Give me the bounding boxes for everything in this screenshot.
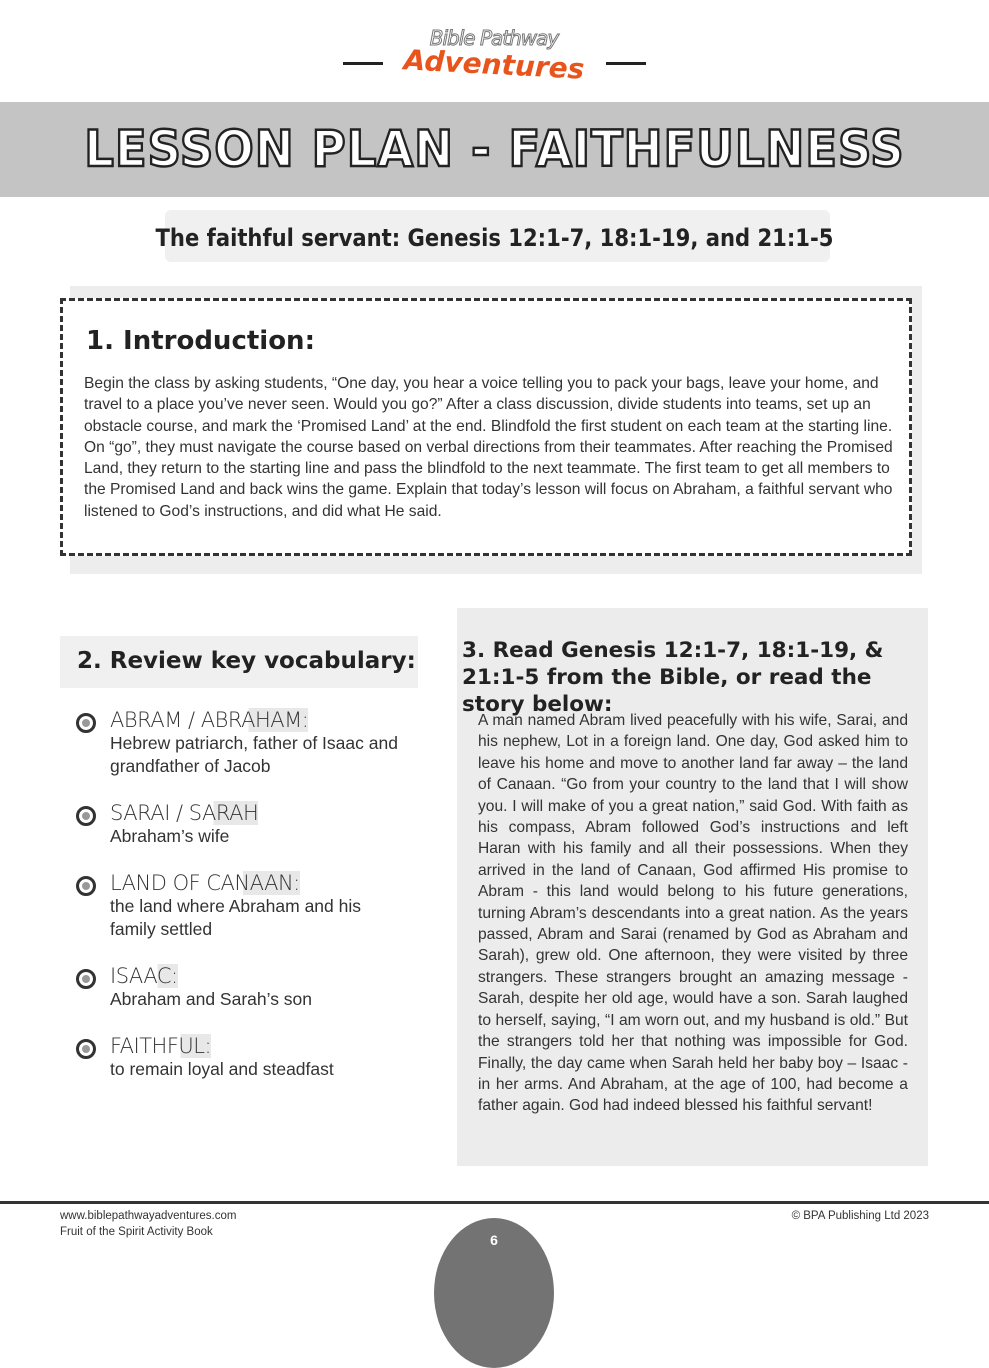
vocab-item bbox=[76, 801, 416, 848]
bullet-icon bbox=[76, 969, 96, 989]
vocab-definition: Abraham’s wife bbox=[110, 826, 230, 846]
vocab-term: FAITHFUL: bbox=[110, 1034, 212, 1058]
page-title: LESSON PLAN - FAITHFULNESS bbox=[84, 120, 905, 178]
vocab-term: ISAAC: bbox=[110, 964, 178, 988]
vocab-item bbox=[76, 964, 416, 1011]
logo-line1: Bible Pathway bbox=[429, 26, 559, 50]
footer-website[interactable]: www.biblepathwayadventures.com bbox=[60, 1210, 237, 1222]
logo-line2: Adventures bbox=[402, 43, 586, 86]
story-text: A man named Abram lived peacefully with his wife, Sarai, and his nephew, Lot in a foreign land. One day, God asked him to leave his home and move to another land far away – the land of Canaan. “Go from your country to the land that I will show you. I will make of you a great nation,” said God. With faith as his compass, Abram followed God’s instructions and left Haran with his family and all their possessions. When they arrived in the land of Canaan, God affirmed His promise to Abram - this land would belong to his future generations, turning Abram’s descendants into a great nation. As the years passed, Abram and Sarai (renamed by God as Abraham and Sarah), grew old. One afternoon, they were visited by three strangers. These strangers brought an amazing message - Sarah, despite her old age, would have a son. Sarah laughed to herself, saying, “I am worn out, and my husband is old.” But the strangers told her that nothing was impossible for God. Finally, the day came when Sarah held her baby boy – Isaac - in her arms. And Abraham, at the age of 100, had become a father again. God had indeed blessed his faithful servant! bbox=[478, 712, 908, 1115]
subtitle: The faithful servant: Genesis 12:1-7, 18:1-19, and 21:1-5 bbox=[155, 224, 834, 252]
page-number: 6 bbox=[434, 1218, 554, 1368]
bullet-icon bbox=[76, 713, 96, 733]
logo bbox=[394, 26, 594, 86]
vocab-term: SARAI / SARAH bbox=[110, 801, 259, 825]
vocab-definition: Hebrew patriarch, father of Isaac and grandfather of Jacob bbox=[110, 733, 398, 776]
vocab-term: ABRAM / ABRAHAM: bbox=[110, 708, 309, 732]
vocab-heading: 2. Review key vocabulary: bbox=[77, 648, 416, 674]
footer-left bbox=[60, 1208, 236, 1240]
vocab-definition: to remain loyal and steadfast bbox=[110, 1059, 334, 1079]
vocab-item bbox=[76, 708, 416, 778]
logo-divider-right bbox=[606, 62, 646, 65]
intro-heading: 1. Introduction: bbox=[86, 326, 315, 356]
vocab-definition: the land where Abraham and his family settled bbox=[110, 896, 361, 939]
intro-text: Begin the class by asking students, “One day, you hear a voice telling you to pack your bags, leave your home, and travel to a place you’ve never seen. Would you go?” After a class discussion, divide students into teams, set up an obstacle course, and mark the ‘Promised Land’ at the end. Blindfold the first student on each team at the starting line. On “go”, they must navigate the course based on verbal directions from their teammates. After reaching the Promised Land, they return to the starting line and pass the blindfold to the next teammate. The first team to get all members to the Promised Land and back wins the game. Explain that today’s lesson will focus on Abraham, a faithful servant who listened to God’s instructions, and did what He said. bbox=[84, 375, 893, 520]
footer-copyright: © BPA Publishing Ltd 2023 bbox=[791, 1210, 929, 1222]
bullet-icon bbox=[76, 806, 96, 826]
bullet-icon bbox=[76, 1039, 96, 1059]
footer-divider bbox=[0, 1201, 989, 1204]
bullet-icon bbox=[76, 876, 96, 896]
vocab-item bbox=[76, 1034, 416, 1081]
vocab-definition: Abraham and Sarah’s son bbox=[110, 989, 313, 1009]
vocab-term: LAND OF CANAAN: bbox=[110, 871, 300, 895]
footer-book-title: Fruit of the Spirit Activity Book bbox=[60, 1226, 213, 1238]
vocab-item bbox=[76, 871, 416, 941]
logo-divider-left bbox=[343, 62, 383, 65]
story-heading: 3. Read Genesis 12:1-7, 18:1-19, & 21:1-5 from the Bible, or read the story below: bbox=[462, 638, 884, 717]
